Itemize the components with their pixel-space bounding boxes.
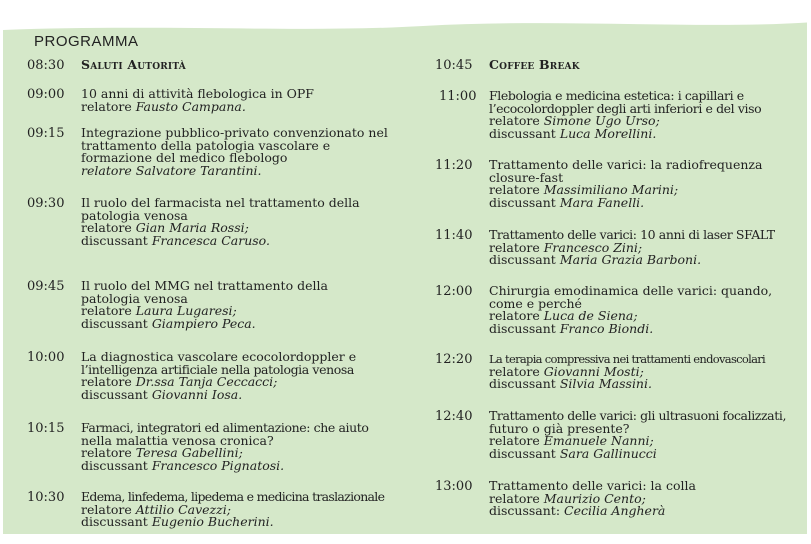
entry-time: 12:00: [435, 284, 473, 299]
entry-title: l’ecocolordoppler degli arti inferiori e del viso: [489, 100, 762, 116]
entry-title: Edema, linfedema, lipedema e medicina traslazionale: [81, 489, 385, 504]
entry-time: 09:30: [27, 196, 65, 211]
program-entry: [27, 351, 356, 401]
entry-title: Flebologia e medicina estetica: i capillari e: [489, 88, 744, 103]
program-entry: [27, 88, 314, 113]
entry-relatore: relatore Maurizio Cento;: [489, 490, 646, 506]
entry-relatore: relatore Massimiliano Marini;: [489, 182, 679, 197]
entry-title: Trattamento delle varici: 10 anni di laser SFALT: [489, 227, 775, 242]
entry-title: Trattamento delle varici: la radiofrequenza: [489, 157, 763, 172]
entry-title: 10 anni di attività flebologica in OPF: [81, 86, 314, 101]
program-entry: [27, 280, 328, 330]
entry-title: trattamento della patologia vascolare e: [81, 137, 331, 153]
entry-title: come e perché: [489, 295, 582, 311]
entry-time: 11:20: [435, 158, 473, 173]
program-panel: [3, 0, 807, 534]
entry-time: 12:40: [435, 409, 473, 424]
entry-discussant: discussant Giovanni Iosa.: [81, 386, 243, 402]
entry-discussant: discussant: Cecilia Angherà: [489, 503, 666, 518]
program-entry: [435, 229, 775, 267]
entry-headline: Saluti Autorità: [81, 57, 186, 72]
entry-time: 11:40: [435, 228, 473, 243]
program-entry: [435, 410, 786, 460]
entry-relatore: relatore Fausto Campana.: [81, 98, 246, 114]
entry-title: Trattamento delle varici: gli ultrasuoni focalizzati,: [489, 408, 787, 423]
program-entry: [435, 480, 696, 518]
entry-title: Farmaci, integratori ed alimentazione: che aiuto: [81, 420, 369, 435]
entry-title: Trattamento delle varici: la colla: [489, 478, 696, 493]
entry-relatore: relatore Luca de Siena;: [489, 308, 638, 323]
entry-title: l’intelligenza artificiale nella patologia venosa: [81, 361, 354, 377]
entry-title: patologia venosa: [81, 207, 188, 223]
entry-title: formazione del medico flebologo: [81, 150, 288, 165]
entry-relatore: relatore Laura Lugaresi;: [81, 303, 237, 318]
program-entry: [435, 285, 772, 335]
entry-title: nella malattia venosa cronica?: [81, 432, 274, 448]
entry-title: La diagnostica vascolare ecocolordoppler e: [81, 349, 357, 364]
program-entry: [435, 159, 762, 209]
entry-relatore: relatore Emanuele Nanni;: [489, 433, 654, 448]
entry-time: 12:20: [435, 352, 473, 367]
entry-title: La terapia compressiva nei trattamenti endovascolari: [489, 352, 766, 366]
program-entry: [435, 353, 765, 391]
entry-discussant: discussant Maria Grazia Barboni.: [489, 252, 702, 267]
program-entry: [27, 127, 388, 177]
entry-discussant: discussant Eugenio Bucherini.: [81, 514, 274, 529]
program-entry: [435, 59, 580, 72]
entry-time: 10:15: [27, 421, 65, 436]
program-title: PROGRAMMA: [34, 33, 139, 50]
program-entry: [27, 59, 186, 72]
entry-headline: Coffee Break: [489, 57, 580, 72]
entry-time: 09:45: [27, 279, 65, 294]
entry-time: 08:30: [27, 58, 65, 73]
entry-time: 10:45: [435, 58, 473, 73]
entry-relatore: relatore Giovanni Mosti;: [489, 363, 644, 379]
entry-relatore: relatore Salvatore Tarantini.: [81, 162, 262, 178]
entry-time: 10:30: [27, 490, 65, 505]
entry-discussant: discussant Giampiero Peca.: [81, 315, 256, 331]
entry-time: 09:00: [27, 87, 65, 102]
program-entry: [27, 422, 369, 472]
entry-discussant: discussant Luca Morellini.: [489, 125, 657, 141]
entry-relatore: relatore Simone Ugo Urso;: [489, 113, 660, 128]
entry-discussant: discussant Franco Biondi.: [489, 320, 654, 336]
entry-title: Il ruolo del farmacista nel trattamento della: [81, 195, 360, 210]
entry-time: 13:00: [435, 479, 473, 494]
entry-title: Integrazione pubblico-privato convenzionato nel: [81, 125, 388, 140]
entry-relatore: relatore Gian Maria Rossi;: [81, 220, 249, 235]
entry-title: patologia venosa: [81, 290, 188, 306]
program-entry: [27, 197, 360, 247]
program-entry: [27, 491, 384, 529]
entry-relatore: relatore Teresa Gabellini;: [81, 445, 243, 460]
entry-time: 10:00: [27, 350, 65, 365]
entry-discussant: discussant Francesco Pignatosi.: [81, 457, 285, 473]
entry-relatore: relatore Francesco Zini;: [489, 239, 643, 255]
entry-title: closure-fast: [489, 169, 564, 185]
entry-title: futuro o già presente?: [489, 420, 630, 436]
program-entry: [435, 90, 761, 140]
entry-discussant: discussant Mara Fanelli.: [489, 194, 645, 210]
entry-discussant: discussant Silvia Massini.: [489, 376, 652, 391]
entry-relatore: relatore Attilio Cavezzi;: [81, 501, 231, 517]
entry-title: Il ruolo del MMG nel trattamento della: [81, 278, 328, 293]
entry-time: 11:00: [439, 89, 477, 104]
entry-discussant: discussant Sara Gallinucci: [489, 445, 657, 461]
entry-title: Chirurgia emodinamica delle varici: quando,: [489, 283, 773, 298]
entry-discussant: discussant Francesca Caruso.: [81, 232, 270, 248]
entry-time: 09:15: [27, 126, 65, 141]
entry-relatore: relatore Dr.ssa Tanja Ceccacci;: [81, 374, 278, 389]
